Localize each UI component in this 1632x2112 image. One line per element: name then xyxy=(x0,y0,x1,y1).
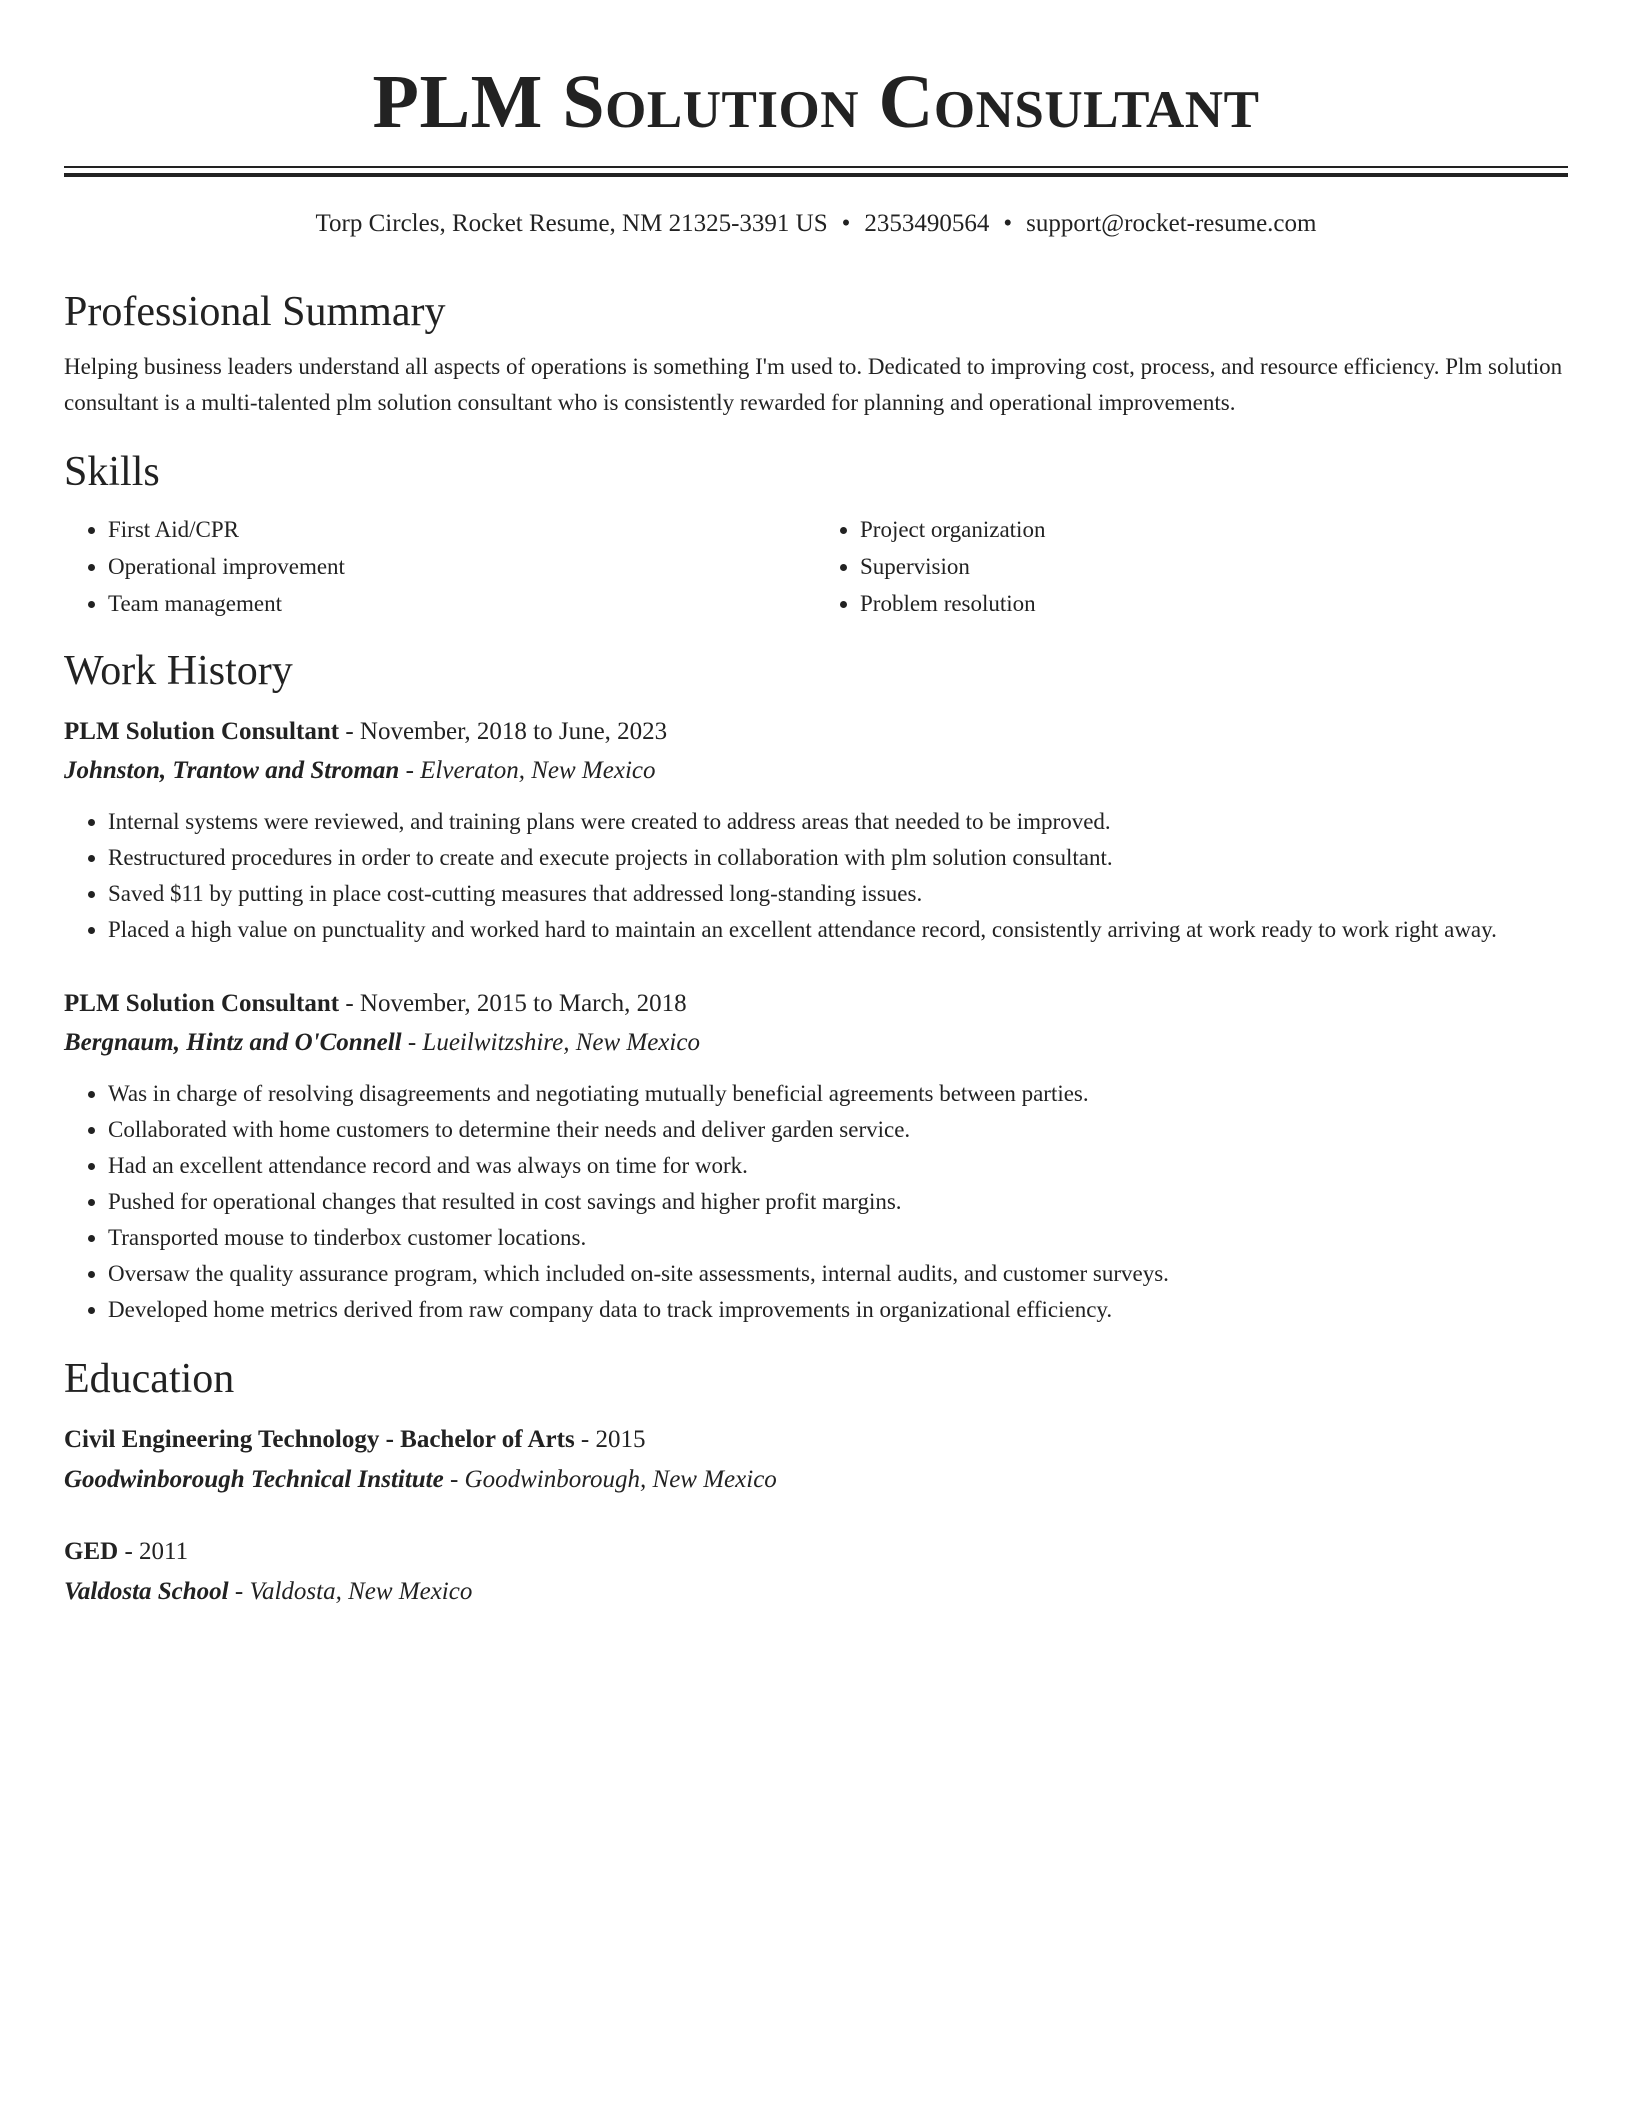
summary-section xyxy=(64,287,1568,421)
skills-list-right xyxy=(816,511,1568,622)
job-title: PLM Solution Consultant xyxy=(64,718,340,745)
education-degree: Civil Engineering Technology - Bachelor of Arts xyxy=(64,1426,575,1453)
skill-item: • Supervision xyxy=(860,548,1568,585)
contact-line xyxy=(64,207,1568,241)
job-title: PLM Solution Consultant xyxy=(64,990,340,1017)
job-header xyxy=(64,712,1568,751)
job-bullet: • Developed home metrics derived from raw company data to track improvements in organizational efficiency. xyxy=(108,1292,1568,1328)
title-double-rule xyxy=(64,166,1568,177)
education-section xyxy=(64,1354,1568,1612)
education-school-line xyxy=(64,1572,1568,1612)
summary-heading: Professional Summary xyxy=(64,289,446,335)
contact-separator: • xyxy=(1003,210,1013,237)
skill-item: • Operational improvement xyxy=(108,548,816,585)
education-location: - Valdosta, New Mexico xyxy=(228,1578,473,1605)
job-bullet: • Had an excellent attendance record and was always on time for work. xyxy=(108,1148,1568,1184)
job-bullet: • Transported mouse to tinderbox customer locations. xyxy=(108,1220,1568,1256)
contact-address: Torp Circles, Rocket Resume, NM 21325-3391 US xyxy=(315,210,828,237)
job-company: Bergnaum, Hintz and O'Connell xyxy=(64,1029,402,1056)
education-school: Goodwinborough Technical Institute xyxy=(64,1466,444,1493)
job-employer xyxy=(64,751,1568,790)
education-entry xyxy=(64,1420,1568,1500)
job-dates: - November, 2015 to March, 2018 xyxy=(339,990,687,1017)
job-dates: - November, 2018 to June, 2023 xyxy=(339,718,668,745)
job-header xyxy=(64,984,1568,1023)
job-bullet: • Saved $11 by putting in place cost-cutting measures that addressed long-standing issues. xyxy=(108,876,1568,912)
contact-separator: • xyxy=(841,210,851,237)
education-location: - Goodwinborough, New Mexico xyxy=(443,1466,777,1493)
job-bullet: • Was in charge of resolving disagreements and negotiating mutually beneficial agreements between parties. xyxy=(108,1076,1568,1112)
education-year: - 2011 xyxy=(118,1538,189,1565)
education-degree: GED xyxy=(64,1538,119,1565)
job-bullet: • Collaborated with home customers to determine their needs and deliver garden service. xyxy=(108,1112,1568,1148)
job-bullet: • Placed a high value on punctuality and worked hard to maintain an excellent attendance record, consistently arriving at work ready to work right away. xyxy=(108,912,1568,948)
skill-item: • Project organization xyxy=(860,511,1568,548)
job-bullets xyxy=(64,804,1568,948)
job-entry xyxy=(64,984,1568,1328)
contact-phone[interactable]: 2353490564 xyxy=(864,210,990,237)
skills-list-left xyxy=(64,511,816,622)
skills-heading: Skills xyxy=(64,449,160,495)
contact-email[interactable]: support@rocket-resume.com xyxy=(1026,210,1317,237)
education-entry xyxy=(64,1532,1568,1612)
job-employer xyxy=(64,1023,1568,1062)
job-location: - Lueilwitzshire, New Mexico xyxy=(401,1029,700,1056)
skill-item: • Team management xyxy=(108,585,816,622)
job-bullet: • Internal systems were reviewed, and training plans were created to address areas that needed to be improved. xyxy=(108,804,1568,840)
job-company: Johnston, Trantow and Stroman xyxy=(64,757,400,784)
education-header xyxy=(64,1420,1568,1460)
resume-title: PLM Solution Consultant xyxy=(372,60,1260,144)
job-entry xyxy=(64,712,1568,948)
education-school-line xyxy=(64,1460,1568,1500)
job-bullets xyxy=(64,1076,1568,1328)
education-school: Valdosta School xyxy=(64,1578,229,1605)
work-history-section xyxy=(64,646,1568,1328)
summary-text: Helping business leaders understand all aspects of operations is something I'm used to. Dedicated to improving cost, process, and resource efficiency. Plm solution consultant is a multi-talented plm solution consultant who is consistently rewarded for planning and operational improvements. xyxy=(64,354,1563,415)
job-bullet: • Restructured procedures in order to create and execute projects in collaboration with plm solution consultant. xyxy=(108,840,1568,876)
skills-grid xyxy=(64,511,1568,622)
education-heading: Education xyxy=(64,1356,235,1402)
skill-item: • Problem resolution xyxy=(860,585,1568,622)
education-year: - 2015 xyxy=(574,1426,646,1453)
skill-item: • First Aid/CPR xyxy=(108,511,816,548)
education-header xyxy=(64,1532,1568,1572)
job-bullet: • Pushed for operational changes that resulted in cost savings and higher profit margins. xyxy=(108,1184,1568,1220)
work-history-heading: Work History xyxy=(64,648,293,694)
skills-section xyxy=(64,447,1568,622)
job-location: - Elveraton, New Mexico xyxy=(399,757,656,784)
job-bullet: • Oversaw the quality assurance program, which included on-site assessments, internal audits, and customer surveys. xyxy=(108,1256,1568,1292)
